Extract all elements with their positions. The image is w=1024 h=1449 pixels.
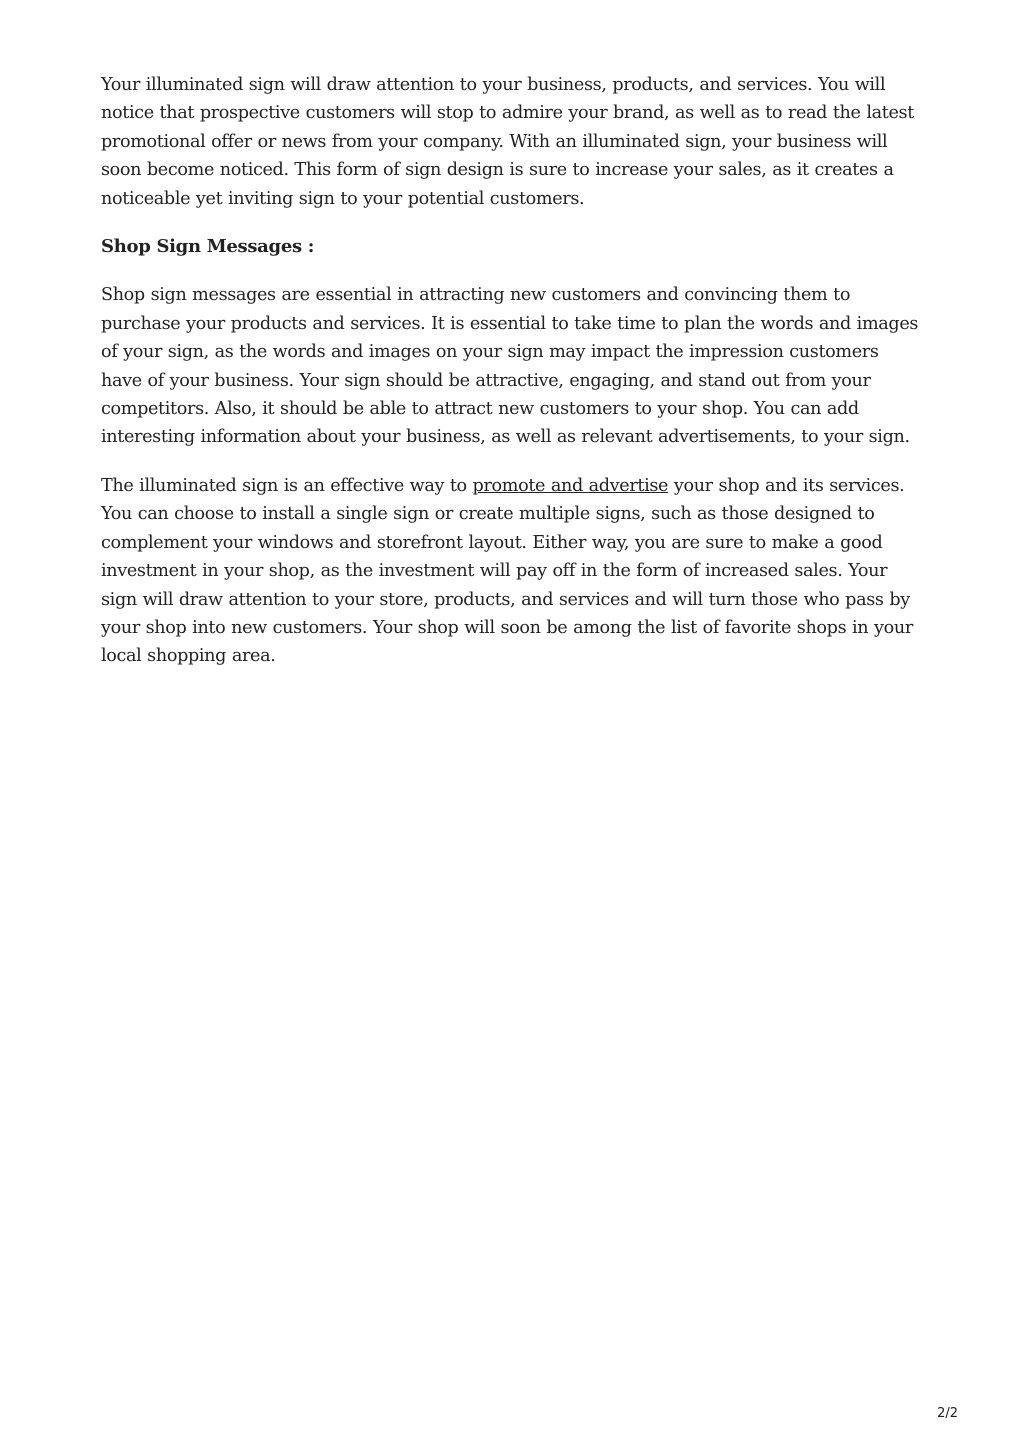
page-number: 2/2 bbox=[937, 1406, 958, 1421]
paragraph-shop-sign-messages: Shop sign messages are essential in attracting new customers and convincing them to purchase your products and services. It is essential to take time to plan the words and images of your sign, as the words and images on your sign may impact the impression customers have of your business. Your sign should be attractive, engaging, and stand out from your competitors. Also, it should be able to attract new customers to your shop. You can add interesting information about your business, as well as relevant advertisements, to your sign. bbox=[101, 285, 919, 448]
paragraph-illuminated-sign: Your illuminated sign will draw attention to your business, products, and services. You will notice that prospective customers will stop to admire your brand, as well as to read the latest promotional offer or news from your company. With an illuminated sign, your business will soon become noticed. This form of sign design is sure to increase your sales, as it creates a noticeable yet inviting sign to your potential customers. bbox=[101, 75, 914, 209]
promote-and-advertise-link[interactable]: promote and advertise bbox=[472, 475, 669, 496]
paragraph-promote-shop bbox=[101, 472, 921, 671]
paragraph-text-after-link: your shop and its services. You can choose to install a single sign or create multiple signs, such as those designed to complement your windows and storefront layout. Either way, you are sure to make a good investment in your shop, as the investment will pay off in the form of increased sales. Your sign will draw attention to your store, products, and services and will turn those who pass by your shop into new customers. Your shop will soon be among the list of favorite shops in your local shopping area. bbox=[101, 475, 913, 667]
article-body bbox=[101, 71, 921, 691]
heading-shop-sign-messages: Shop Sign Messages : bbox=[101, 236, 315, 258]
paragraph-text-before-link: The illuminated sign is an effective way to bbox=[101, 475, 473, 496]
